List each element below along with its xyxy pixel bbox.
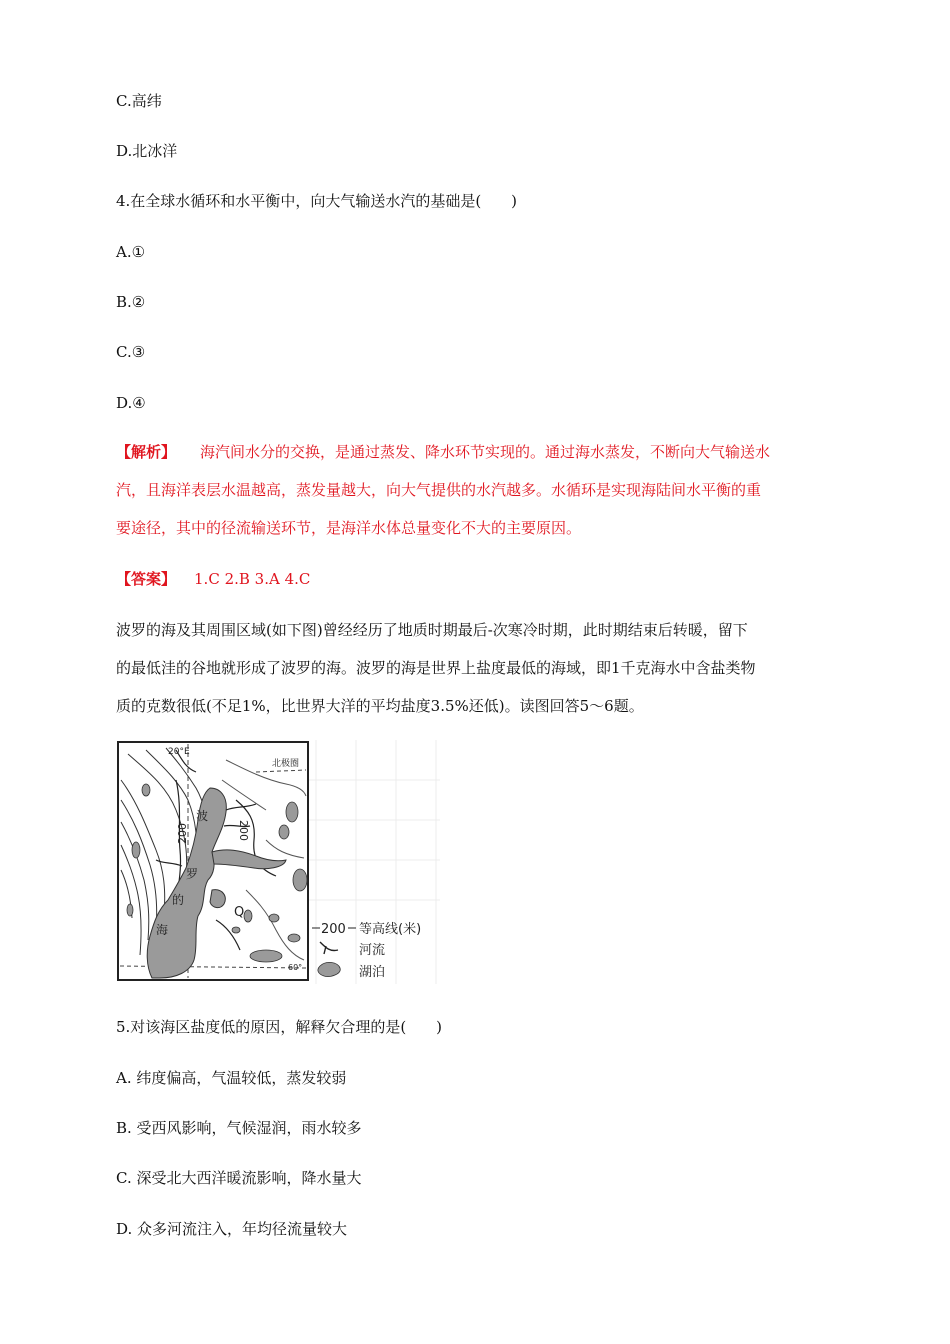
answer-label: 【答案】	[116, 570, 177, 588]
q4-option-b: B.②	[116, 293, 146, 311]
label-sea-char-3: 的	[172, 893, 185, 907]
legend-contour-value: 200	[321, 922, 346, 937]
label-contour-200-west: 200	[176, 823, 189, 844]
legend-river-label: 河流	[359, 943, 386, 958]
label-point-q: Q	[234, 905, 245, 920]
passage-block	[116, 620, 838, 734]
answer-line	[116, 569, 310, 589]
label-sea-char-2: 罗	[186, 867, 199, 881]
q5-option-b: B. 受西风影响，气候湿润，雨水较多	[116, 1119, 362, 1137]
analysis-block	[116, 442, 838, 556]
q5-stem: 5.对该海区盐度低的原因，解释欠合理的是( )	[116, 1018, 443, 1036]
analysis-line-3: 要途径，其中的径流输送环节，是海洋水体总量变化不大的主要原因。	[116, 519, 582, 537]
gulf-riga-shape	[210, 890, 225, 908]
baltic-sea-map	[116, 740, 440, 984]
label-60: 60°	[288, 963, 303, 972]
q4-option-d: D.④	[116, 394, 146, 412]
passage-line-2: 的最低洼的谷地就形成了波罗的海。波罗的海是世界上盐度最低的海域，即1千克海水中含盐类物	[116, 659, 756, 677]
q5-option-c: C. 深受北大西洋暖流影响，降水量大	[116, 1169, 362, 1187]
q3-option-d: D.北冰洋	[116, 142, 178, 160]
q5-option-d: D. 众多河流注入，年均径流量较大	[116, 1220, 348, 1238]
map-legend	[312, 921, 421, 980]
q3-option-c: C.高纬	[116, 92, 162, 110]
label-arctic-circle: 北极圈	[272, 759, 300, 769]
passage-line-3: 质的克数很低(不足1%，比世界大洋的平均盐度3.5%还低)。读图回答5～6题。	[116, 697, 644, 715]
label-sea-char-1: 波	[196, 809, 209, 823]
label-contour-200-east: 200	[237, 820, 250, 841]
legend-lake-symbol	[318, 962, 340, 976]
passage-line-1: 波罗的海及其周围区域(如下图)曾经经历了地质时期最后-次寒冷时期，此时期结束后转暖，留下	[116, 621, 748, 639]
analysis-line-1	[116, 442, 838, 462]
analysis-line-2: 汽，且海洋表层水温越高，蒸发量越大，向大气提供的水汽越多。水循环是实现海陆间水平衡的重	[116, 481, 762, 499]
legend-river-symbol	[320, 942, 338, 954]
legend-lake-label: 湖泊	[359, 965, 386, 980]
q4-option-c: C.③	[116, 343, 146, 361]
analysis-text-1: 海汽间水分的交换，是通过蒸发、降水环节实现的。通过海水蒸发，不断向大气输送水	[200, 443, 771, 461]
legend-contour-label: 等高线(米)	[359, 922, 422, 937]
q5-option-a: A. 纬度偏高，气温较低，蒸发较弱	[116, 1069, 347, 1087]
label-20e: 20°E	[168, 747, 190, 757]
analysis-label: 【解析】	[116, 443, 177, 461]
answer-text: 1.C 2.B 3.A 4.C	[194, 570, 311, 588]
label-sea-char-4: 海	[156, 923, 169, 937]
q4-option-a: A.①	[116, 243, 146, 261]
q4-stem: 4.在全球水循环和水平衡中，向大气输送水汽的基础是( )	[116, 192, 518, 210]
